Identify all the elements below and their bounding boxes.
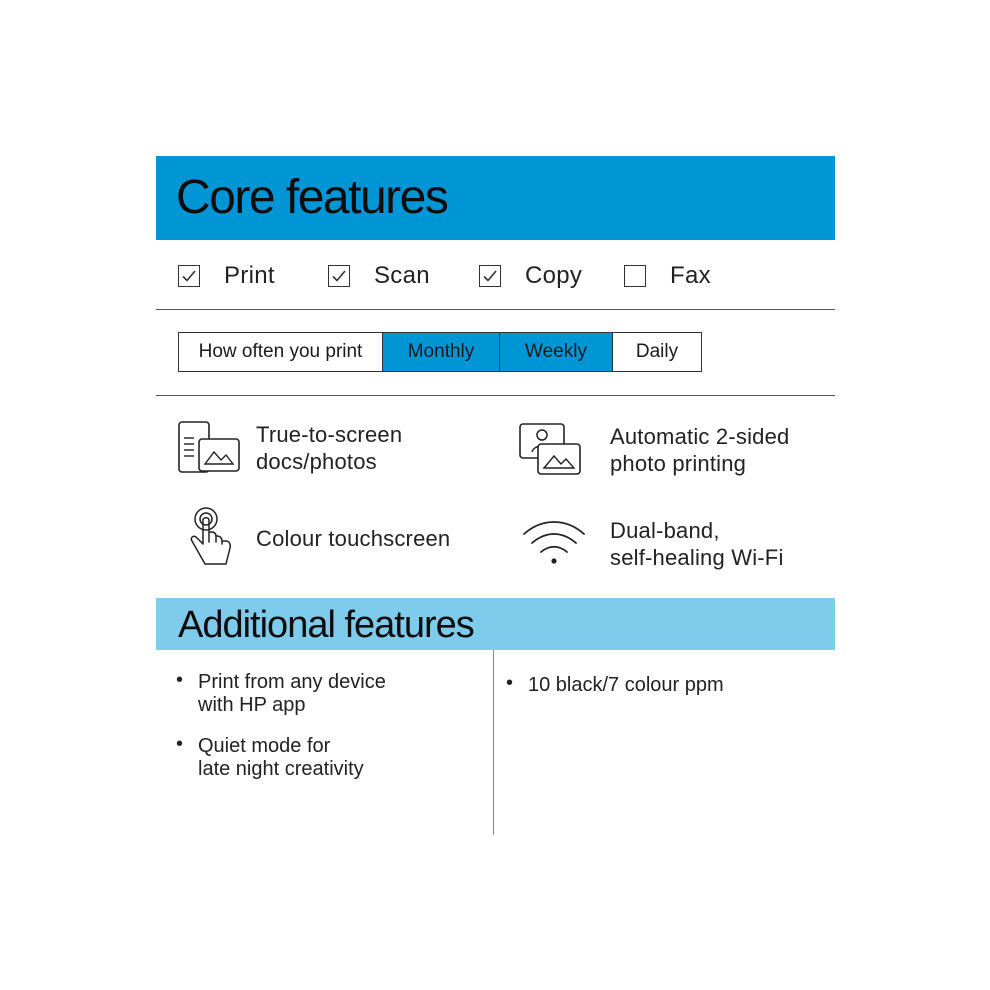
print-checkbox: [178, 265, 200, 287]
feature-line: docs/photos: [256, 449, 377, 474]
list-line: Quiet mode for: [198, 735, 331, 757]
feature-line: True-to-screen: [256, 422, 403, 447]
feature-line: Colour touchscreen: [256, 525, 451, 551]
additional-features-title: Additional features: [178, 604, 474, 646]
function-fax: [624, 256, 711, 296]
bullet-dot: •: [176, 669, 184, 691]
frequency-daily: Daily: [612, 333, 701, 371]
function-label: Print: [224, 262, 275, 289]
copy-checkbox: [479, 265, 501, 287]
frequency-label: How often you print: [198, 341, 363, 362]
feature-text: [610, 517, 784, 571]
checkmark-icon: [330, 267, 348, 285]
function-label: Fax: [670, 262, 711, 289]
bullet-dot: •: [506, 672, 514, 694]
feature-wifi: [522, 512, 784, 576]
feature-text: [256, 525, 450, 552]
feature-text: [610, 423, 790, 477]
frequency-monthly: Monthly: [382, 333, 499, 371]
feature-line: Automatic 2-sided: [610, 424, 790, 449]
feature-text: [256, 421, 402, 475]
core-features-title: Core features: [176, 171, 448, 224]
scan-checkbox: [328, 265, 350, 287]
function-print: [178, 256, 275, 296]
bullet-dot: •: [176, 733, 184, 755]
feature-two-sided: [518, 418, 790, 482]
function-label: Copy: [525, 262, 583, 289]
additional-right-list: [506, 674, 826, 715]
feature-line: photo printing: [610, 451, 747, 476]
list-item: [176, 735, 476, 781]
list-item: [176, 671, 476, 717]
feature-line: self-healing Wi-Fi: [610, 545, 784, 570]
feature-true-to-screen: [176, 416, 402, 480]
list-line: with HP app: [198, 694, 306, 716]
core-features-banner: [156, 156, 835, 240]
function-list: [156, 256, 835, 296]
column-divider: [493, 650, 494, 835]
additional-features-banner: [156, 598, 835, 650]
frequency-weekly: Weekly: [499, 333, 612, 371]
additional-left-list: [176, 671, 476, 799]
wifi-icon: [522, 512, 586, 576]
feature-line: Dual-band,: [610, 518, 720, 543]
list-line: Print from any device: [198, 671, 386, 693]
divider: [156, 395, 835, 396]
document-photo-icon: [176, 416, 240, 480]
two-sided-photo-icon: [518, 418, 582, 482]
function-label: Scan: [374, 262, 430, 289]
list-item: [506, 674, 826, 697]
list-line: late night creativity: [198, 758, 364, 780]
list-line: 10 black/7 colour ppm: [528, 674, 724, 696]
function-copy: [479, 256, 582, 296]
checkmark-icon: [481, 267, 499, 285]
divider: [156, 309, 835, 310]
print-frequency-bar: [178, 332, 702, 372]
function-scan: [328, 256, 430, 296]
checkmark-icon: [180, 267, 198, 285]
fax-checkbox: [624, 265, 646, 287]
touchscreen-hand-icon: [176, 506, 240, 570]
feature-touchscreen: [176, 506, 450, 570]
